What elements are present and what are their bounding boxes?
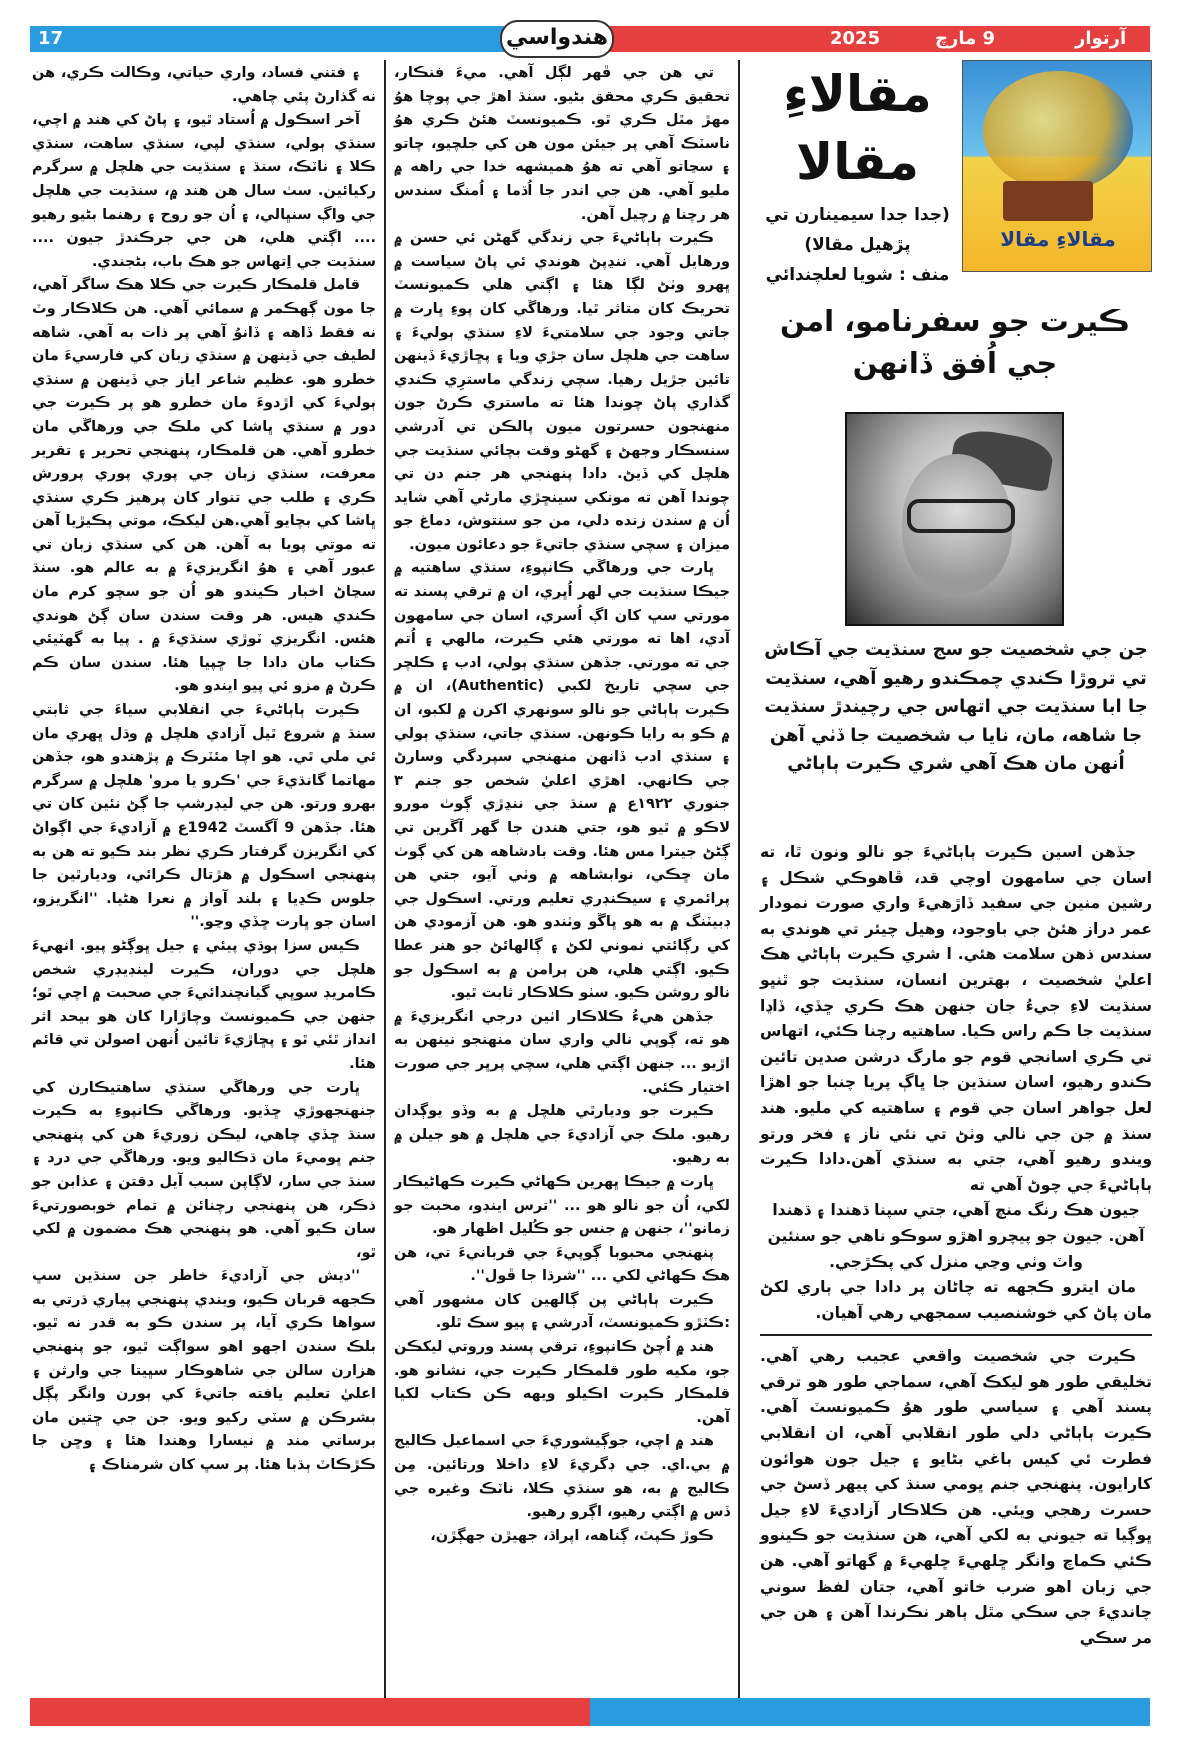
masthead-logo: هندواسي (500, 20, 614, 58)
section-title (760, 60, 955, 196)
footer-left-band (30, 1698, 590, 1726)
cover-bench-illustration (1003, 181, 1093, 221)
paragraph: ڪيرت ٻاٻاڻي پن ڳالهين کان مشهور آهي :ڪٽڙو ڪميونسٽ، آدرشي ۽ پيو سڪ ٿلو. (394, 1291, 730, 1332)
page-number: 17 (38, 28, 64, 49)
article-column-3 (760, 840, 1152, 1651)
divider (760, 1334, 1152, 1336)
date-weekday: آرتوار (1075, 28, 1127, 49)
footer-right-band (590, 1698, 1150, 1726)
paragraph: پنهنجي محبوبا ڳوپيءَ جي قربانيءَ تي، هن هڪ ڪهاڻي لکي ... ''شرڌا جا ڦول''. (394, 1244, 730, 1285)
glasses-shape (907, 499, 1015, 533)
article-column-1 (32, 62, 376, 1478)
date-year: 2025 (830, 28, 881, 49)
lead-paragraph: جن جي شخصيت جو سج سنڌيت جي آڪاش تي تروڙا ڪندي چمڪندو رهيو آهي، سنڌيت جا ابا سنڌيت جي اتهاس جي رچيندڙ سنڌيت جا شاهه، مان، نايا ب شخصيت جا ڏٺي آهن اُنهن مان هڪ آهي شري ڪيرت ٻاٻاڻي (764, 639, 1148, 774)
paragraph: ڀارت جي ورهاڱي ڪانپوءِ، سنڌي ساهتيه ۾ جيڪا سنڌيت جي لهر اُڀري، ان ۾ ترقي پسند ته مورتي سڀ کان اڳ اُسري، اسان جي سامهون آدي، اها ته مورتي هئي ڪيرت، مالهي ۽ اُتم جي ته مورتي. جڏهن سنڌي ٻولي، ادب ۽ ڪلچر جي سچي تاريخ لکبي (Authentic)، ان ۾ ڪيرت ٻاٻاڻي جو نالو سونهري اکرن ۾ لکبو، ان ۾ ڪو به رايا ڪونهن. سنڌي جاتي، سنڌي ٻولي ۽ سنڌي ادب ڏانهن منهنجي سپردگي وسارڻ جي ڪانهي. اهڙي اعليٰ شخص جو جنم ٣ جنوري ١٩٢٢ع ۾ سنڌ جي ننڍڙي ڳوٺ مورو لاڪو ۾ ٿيو هو، جتي هندن جا گهر آڱرين تي ڳڻڻ جيترا مس هئا. وقت بادشاهه هن کي ڳوٺ مان ڇڪي، نوابشاهه ۾ وٺي آيو، جتي هن پرائمري ۽ سيڪنڊري تعليم ورتي. اسڪول جي ڊبيٽنگ ۾ به هو ڀاڱو وٺندو هو. هن آزمودي هن کي رڳائتي نموني لکڻ ۽ ڳالهائڻ جو هنر عطا ڪيو. اڳتي هلي، هن ٻرامن ۾ به اسڪول جو نالو روشن ڪيو. سٺو ڪلاڪار ثابت ٿيو. (394, 560, 731, 1002)
paragraph: مان ايترو ڪجهه ته چاڻان پر دادا جي ٻاري لکڻ مان پاڻ کي خوشنصيب سمجهي رهي آهيان. (760, 1278, 1152, 1322)
column-divider (384, 60, 386, 1700)
paragraph: ڪيرت جي شخصيت واقعي عجيب رهي آهي. تخليقي طور هو ليکڪ آهي، سماجي طور هو ترقي پسند آهي ۽ سياسي طور هوُ ڪميونسٽ آهي. ڪيرت ٻاٻاڻي دلي طور انقلابي آهي، ان انقلابي فطرت ئي کيس باغي بڻايو ۽ جيل جون هوائون کارايون. پنهنجي جنم ڀومي سنڌ کي پيهر ڏسڻ جي حسرت رهجي ويئي. هن ڪلاڪار آزاديءَ لاءِ جيل ڀوڳيا ته جيوني به لکي آهي، هن سنڌيت جو ڪينوو ڪئي ڪماچ وانگر ڇلهيءَ ڇلهيءَ ۾ گهاتو آهي. هن جي زبان اهو ضرب خاتو آهي، جتان لفظ سوني چانديءَ جي سڪي مٿل ٻاهر نڪرندا آهن ۽ هن جي مر سڪي (760, 1347, 1152, 1647)
date-day-month: 9 مارچ (935, 28, 996, 49)
paragraph: تي هن جي ڦهر لڳل آهي. ميءَ فنڪار، تحقيق ڪري محقق بڻيو. سنڌ اهڙ جي پوچا هوُ مهڙ مٿل ڪري ٿو. ڪميونسٽ هئڻ ڪري هوُ ناسٽڪ آهي پر جيئن مون هن کي جلچيو، چاتو ۽ سڃاتو آهي ته هوُ هميشهه خدا جي راهه ۾ مليو آهي. هن جي اندر جا اُڌما ۽ اُمنگ سندس هر رچنا ۾ رچيل آهن. (394, 65, 730, 223)
column-divider (738, 60, 740, 1700)
paragraph: ڪيس سزا ٻوڌي پيئي ۽ جيل ڀوڳڻو پيو. انهيءَ هلچل جي دوران، ڪيرت لينڊيڊري شخص ڪامريڊ سوڀي گيانچندائيءَ جي صحبت ۾ اچي ٿو؛ جنهن جي ڪميونسٽ وچاڙارا کان هو بيحد اثر انداز ٿئي ٿو ۽ پڇاڙيءَ تائين اُنهن اصولن تي قائم هئا. (32, 937, 376, 1072)
book-subtitle: (جدا جدا سيمينارن تي پڙهيل مقالا) (765, 205, 950, 255)
paragraph: ڪيرت ٻاٻاڻيءَ جي زندگي گهڻن ئي حسن ۾ ورهايل آهي. ننڍپڻ هوندي ئي پاڻ سياست ۾ ڀهرو وٺڻ لڳا هئا ۽ اڳتي هلي ڪميونسٽ تحريڪ کان متاثر ٿيا. ورهاڱي کان پوءِ ڀارت ۾ جاتي وجود جي سلامتيءَ لاءِ سنڌي ٻوليءَ ۽ ساهت جي هلچل سان جڙي ويا ۽ پڇاڙيءَ ڏينهن تائين جڙيل رهيا. سچي زندگي ماسترِي ڪندي گذاري پاڻ چوندا هئا ته ماستري ڪرڻ جون منهنجون حسرتون ميون پالڪن تي آدرشي سنسڪار وجهڻ ۽ گهڻو وقت بچائي سنڌيت جي هلچل کي ڏيڻ. دادا پنهنجي هر جنم دن تي چوندا آهن ته مونکي سينڇڙي مارڻي آهي شايد اُن ۾ سندن زنده دلي، من جو سنتوش، دماغ جو ميزان ۽ سچي سنڌي جاتيءَ جو دعائون ميون. (394, 230, 730, 553)
paragraph: ڀارت جي ورهاڱي سنڌي ساهتيڪارن کي جنهنجهوڙي ڇڏيو. ورهاڱي ڪانپوءِ به ڪيرت سنڌ ڇڏي چاهي، ليڪن زوريءَ هن کي پنهنجي جنم ڀوميءَ مان ڌڪاليو ويو. ورهاڱي جي درد ۽ سنڌ جي سار، لاڳاپن سبب آيل دقتن ۽ عذابن جو ذڪر، هن پنهنجي رچنائن ۾ تمام خوبصورتيءَ سان ڪيو آهي. هو پنهنجي هڪ مضمون ۾ لکي ٿو، (32, 1079, 376, 1261)
paragraph: جڏهن هيءُ ڪلاڪار اٺين درجي انگريزيءَ ۾ هو ته، ڳوپي نالي واري سان منهنجو نينهن به اڙيو ... جنهن اڳتي هلي، سچي پرڀر جي صورت اختيار ڪئي. (394, 1008, 730, 1096)
paragraph: ''ديش جي آزاديءَ خاطر جن سنڌين سڀ ڪجهه قربان ڪيو، ويندي پنهنجي پياري ڌرتي به سواها ڪري آيا، پر سندن ڪو به قدر نه ٿيو. بلڪ سندن اجهو اهو سواڳت ٿيو، جو پنهنجي هزارن سالن جي شاهوڪار سڀيتا جي وارثن ۽ اعليٰ تعليم يافته جاتيءَ کي ٻورن وانگر پڳل بشرڪن ۾ سٽي رکيو ويو. جن جي ڇتين مان برساتي مند ۾ نيسارا وهندا هئا ۽ وڇن جا ڪڙڪاٽ ٻڌبا هئا. پر سڀ کان شرمناڪ ۽ (32, 1268, 376, 1474)
article-headline: ڪيرت جو سفرنامو، امن جي اُفق ڏانهن (780, 304, 1130, 380)
paragraph: ڪيرت ٻاٻاڻيءَ جي انقلابي سياءَ جي ثابتي سنڌ ۾ شروع ٿيل آزادي هلچل ۾ وڌل ڀهري مان ئي ملي ٿي. هو اچا مئٽرڪ ۾ پڙهندو هو، جڏهن مهاتما گانڌيءَ جي 'ڪرو يا مرو' هلچل ۾ سرگرم بهرو ورتو. هن جي ليڊرشپ جا ڳڻ نئين کان تي هئا. جڏهن 9 آگسٽ 1942ع ۾ آزاديءَ جي اڳواڻ کي انگريزن گرفتار ڪري نظر بند ڪيو ته هن به پنهنجي اسڪول ۾ هڙتال ڪرائي، وديارٿين جا جلوس ڪڍيا ۽ بلند آواز ۾ نعرا هڻيا. ''انگريزو، اسان جو ڀارت ڇڏي وڃو.'' (32, 702, 376, 931)
paragraph: ڀارت ۾ جيڪا ڀهرين ڪهاڻي ڪيرت ڪهاڻيڪار لکي، اُن جو نالو هو ... ''ترس اينڊو، محبت جو زمانو''، جنهن ۾ جنس جو ڪُليل اظهار هو. (394, 1173, 730, 1238)
book-cover-image (962, 60, 1152, 272)
cover-title: مقالاءِ مقالا (1000, 227, 1116, 251)
cover-tree-illustration (983, 71, 1133, 191)
paragraph: قامل قلمڪار ڪيرت جي ڪلا هڪ ساگر آهي، جا مون ڳهڪمر ۾ سمائي آهي. هن ڪلاڪار وٽ نه فقط ڏاهه ۽ ڏانوُ آهي پر ذات به آهي. شاهه لطيف جي ڏينهن ۾ سنڌي زبان کي فارسيءَ مان خطرو هو. عظيم شاعر اياز جي ڏينهن ۾ سنڌي ٻوليءَ کي اڙدوءَ مان خطرو هو پر ڪيرت جي دور ۾ سنڌي ڀاشا کي ملڪ جي ورهاڱي مان خطرو آهي. هن قلمڪار، پنهنجي تحرير ۽ تقرير معرفت، سنڌي زبان جي پوري پوري پرورش ڪري ۽ طلب جي تنوار کان پرهيز ڪري سنڌي ڀاشا کي بچايو آهي.هن ليکڪ، موتي پڪيڙيا آهن ته موتي پويا به آهن. هن کي سنڌي زبان تي عبور آهي ۽ هوُ انگريزيءَ ۾ به عالم هو. سنڌ سڃاڻ اخبار ڪيندو هو اُن جو سچو کرم مان ڪندي هيس. هر وقت سندن سان ڳڻ هوندي هئس. انگريزي ٽوڙي سنڌيءَ ۾ . پيا به گهٽيئي ڪتاب مان دادا جا ڇپيا هئا. سندن سان ڪم ڪرڻ ۾ مزو ئي پيو ايندو هو. (32, 277, 376, 695)
author-portrait-photo (845, 412, 1064, 626)
book-subtitle-block (760, 200, 955, 290)
paragraph: ۽ فتني فساد، واري حياتي، وڪالت ڪري، هن نه گذارڻ پئي چاهي. (32, 65, 376, 105)
paragraph: جڏهن اسين ڪيرت ٻاٻاڻيءَ جو نالو ونون ٿا، ته اسان جي سامهون اوچي قد، ڦاهوڪي شڪل ۽ رشين منين جي سفيد ڏاڙهيءَ واري صورت نمودار عمر دراز هئڻ جي باوجود، وهيل چيئر تي هوندي به سندس ذهن سلامت هئي. ا شري ڪيرت ٻاٻاڻي هڪ اعليٰ شخصيت ، بهترين انسان، سنڌيت جو ٿنڀو سنڌيت لاءِ جيءُ جان جنهن هڪ ڪري ڇڏي، ڏاڍا سنڌيت جا ڪم راس ڪيا. ساهتيه رچنا ڪئي، اتهاس تي ڪري اسانجي قوم جو مارگ درشن صدين تائين ڪندو رهيو، اسان سنڌين جا ڀاڳ پريا چنبا جو اهڙا لعل جواهر اسان جي قوم ۽ ساهتيه کي مليو. هند سنڌ ۾ جن جي نالي وٺڻ تي نئي ناز ۽ فخر ورتو ويندو رهيو آهي، جتي به سنڌي آهن.دادا ڪيرت ٻاٻاڻيءَ جي چوڻ آهي ته (760, 843, 1152, 1194)
paragraph: هند ۾ اچي، جوڳيشوريءَ جي اسماعيل ڪاليج ۾ بي.اي. جي ڊگريءَ لاءِ داخلا ورتائين. مِن ڪاليج ۾ به، هو سنڌي ڪلا، ناٽڪ وغيره جي ڏس ۾ اڳتي رهيو، اڳرو رهيو. (394, 1433, 730, 1521)
paragraph: آخر اسڪول ۾ اُستاد ٿيو، ۽ پاڻ کي هند ۾ اچي، سنڌي ٻولي، سنڌي لپي، سنڌي ساهت، سنڌي ڪلا ۽ ناٽڪ، سنڌ ۽ سنڌيت جي هلچل ۾ سرگرم رکيائين. سٺ سال هن هند ۾، سنڌيت جي هلچل جي واڳ سنڀالي، ۽ اُن جو روح ۽ رهنما بڻيو رهيو .... اڳتي هلي، هن جي جرڪندڙ جيون .... سنڌيت جي اِتهاس جو هڪ باب، بڻجندي. (32, 112, 376, 270)
section-title-line-2: مقالا (796, 133, 919, 191)
quote-verse: جيون هڪ رنگ منچ آهي، جتي سپنا ڌهندا ۽ ڌهندا آهن. جيون جو پيچرو اهڙو سوڪو ناهي جو سنئين واٽ وٺي وڃي منزل کي پڪڙجي. (767, 1201, 1145, 1271)
section-title-line-1: مقالاءِ (783, 65, 932, 123)
book-author: منف : شويا لعلچندائي (765, 265, 950, 285)
paragraph: ڪيرت جو وديارٿي هلچل ۾ به وڏو يوڳدان رهيو. ملڪ جي آزاديءَ جي هلچل ۾ هو جيلن ۾ به رهيو. (394, 1103, 730, 1167)
header-left-band (30, 26, 555, 52)
article-column-2 (394, 62, 730, 1548)
paragraph: ڪوڙ ڪپٽ، ڳناهه، اپراڌ، جهيڙن جهڳڙن، (430, 1527, 714, 1544)
paragraph: هند ۾ اُچڻ ڪانپوءِ، ترقي پسند وروتي ليکڪن جو، مکيه طور قلمڪار ڪيرت جي، نشانو هو. قلمڪار ڪيرت اڪيلو ويهه ڪن ڪتاب لکيا آهن. (394, 1339, 730, 1426)
